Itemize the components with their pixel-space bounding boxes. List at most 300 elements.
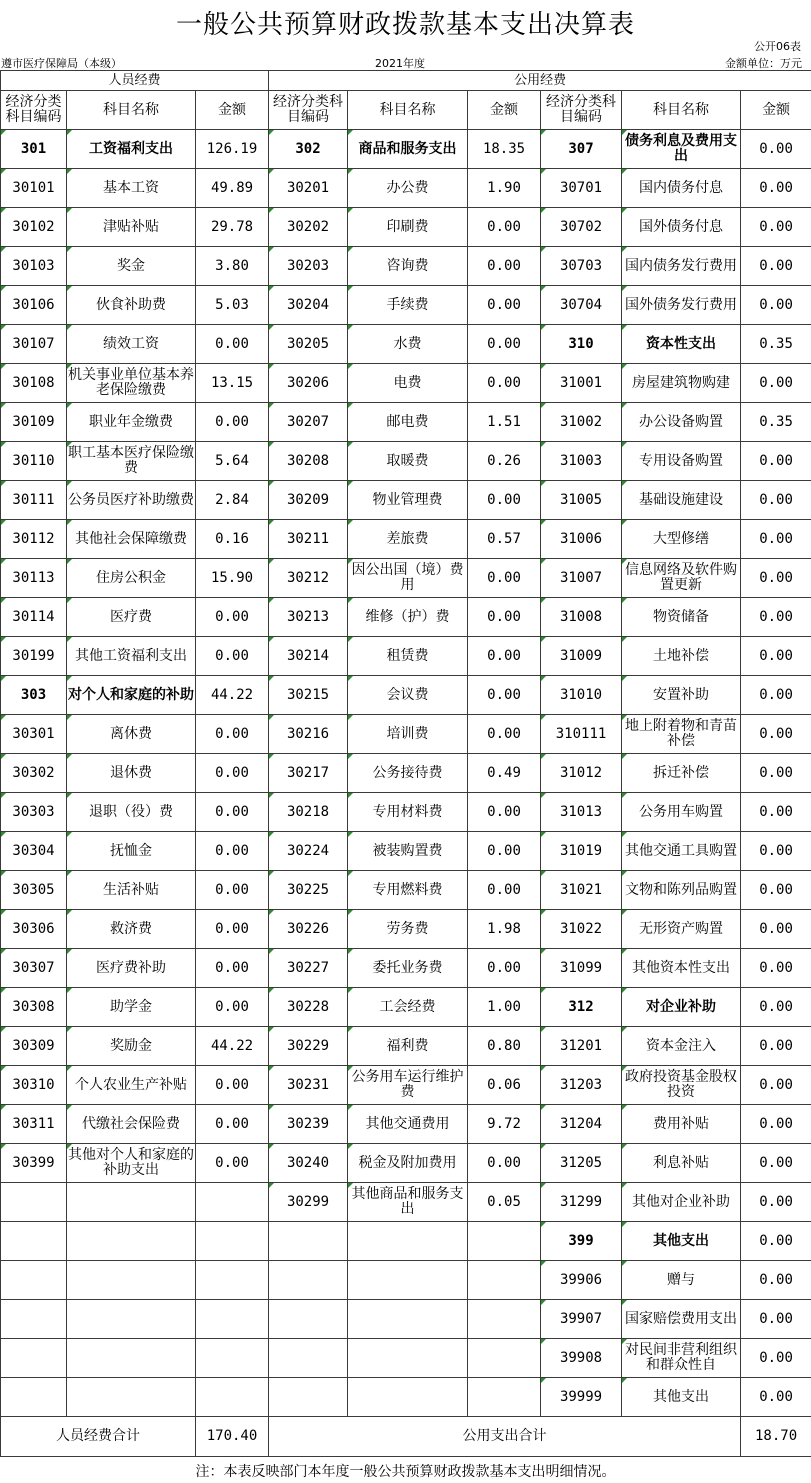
table-row: [1, 910, 811, 949]
item-amount: 0.00: [741, 1300, 811, 1339]
item-name: 公务接待费: [348, 754, 468, 793]
item-amount: 0.00: [196, 910, 269, 949]
item-amount: 0.00: [196, 715, 269, 754]
col-header-name: 科目名称: [348, 91, 468, 130]
item-code: 39908: [541, 1339, 622, 1378]
item-name: 电费: [348, 364, 468, 403]
item-name: 公务员医疗补助缴费: [67, 481, 196, 520]
item-amount: 0.00: [741, 286, 811, 325]
item-code: 31022: [541, 910, 622, 949]
item-code: [269, 1261, 348, 1300]
item-amount: 1.00: [468, 988, 541, 1027]
item-amount: 0.00: [196, 949, 269, 988]
table-row: [1, 403, 811, 442]
item-name: 代缴社会保险费: [67, 1105, 196, 1144]
item-code: 31019: [541, 832, 622, 871]
item-name: 国外债务付息: [622, 208, 741, 247]
table-row: [1, 1300, 811, 1339]
item-name: 离休费: [67, 715, 196, 754]
item-amount: 0.57: [468, 520, 541, 559]
item-code: 31205: [541, 1144, 622, 1183]
item-name: 工会经费: [348, 988, 468, 1027]
item-amount: 0.00: [468, 598, 541, 637]
item-amount: 0.35: [741, 403, 811, 442]
table-row: [1, 793, 811, 832]
item-amount: 0.00: [468, 208, 541, 247]
item-name: 无形资产购置: [622, 910, 741, 949]
expenditure-table: [0, 70, 811, 1457]
item-code: 31099: [541, 949, 622, 988]
item-code: 30214: [269, 637, 348, 676]
item-code: 30240: [269, 1144, 348, 1183]
item-name: 对个人和家庭的补助: [67, 676, 196, 715]
item-code: 302: [269, 130, 348, 169]
item-amount: 0.00: [741, 364, 811, 403]
totals-row: [1, 1417, 811, 1457]
table-row: [1, 481, 811, 520]
table-row: [1, 1027, 811, 1066]
item-code: 30107: [1, 325, 67, 364]
item-code: 30216: [269, 715, 348, 754]
table-row: [1, 754, 811, 793]
item-code: 30701: [541, 169, 622, 208]
table-row: [1, 442, 811, 481]
personnel-total-amount: 170.40: [196, 1417, 269, 1457]
item-name: 物资储备: [622, 598, 741, 637]
item-amount: 0.00: [741, 1144, 811, 1183]
item-name: 住房公积金: [67, 559, 196, 598]
item-amount: 0.06: [468, 1066, 541, 1105]
item-name: 医疗费: [67, 598, 196, 637]
item-code: 31007: [541, 559, 622, 598]
item-name: 赠与: [622, 1261, 741, 1300]
item-amount: 0.16: [196, 520, 269, 559]
item-name: 机关事业单位基本养老保险缴费: [67, 364, 196, 403]
item-code: 30109: [1, 403, 67, 442]
item-name: 委托业务费: [348, 949, 468, 988]
item-name: 取暖费: [348, 442, 468, 481]
item-code: 30229: [269, 1027, 348, 1066]
item-amount: [196, 1300, 269, 1339]
item-name: 资本性支出: [622, 325, 741, 364]
item-amount: 29.78: [196, 208, 269, 247]
col-header-amount: 金额: [468, 91, 541, 130]
table-row: [1, 988, 811, 1027]
public-total-amount: 18.70: [741, 1417, 811, 1457]
item-name: 咨询费: [348, 247, 468, 286]
item-name: 物业管理费: [348, 481, 468, 520]
report-meta: [0, 55, 811, 69]
item-code: 30199: [1, 637, 67, 676]
item-code: 31008: [541, 598, 622, 637]
item-name: 其他支出: [622, 1222, 741, 1261]
item-amount: 0.00: [741, 910, 811, 949]
item-code: 30113: [1, 559, 67, 598]
table-row: [1, 247, 811, 286]
item-amount: 0.00: [468, 871, 541, 910]
item-code: 399: [541, 1222, 622, 1261]
form-number: 公开06表: [754, 40, 801, 53]
item-code: [1, 1300, 67, 1339]
item-amount: 0.00: [741, 442, 811, 481]
item-name: 其他工资福利支出: [67, 637, 196, 676]
item-code: 30201: [269, 169, 348, 208]
item-name: 对企业补助: [622, 988, 741, 1027]
item-code: 30212: [269, 559, 348, 598]
col-header-name: 科目名称: [622, 91, 741, 130]
item-name: 租赁费: [348, 637, 468, 676]
item-code: 30310: [1, 1066, 67, 1105]
item-amount: [468, 1300, 541, 1339]
item-code: 30305: [1, 871, 67, 910]
table-body: [1, 130, 811, 1417]
item-amount: 0.00: [741, 676, 811, 715]
item-amount: 0.00: [741, 1339, 811, 1378]
item-code: 31021: [541, 871, 622, 910]
item-code: 31012: [541, 754, 622, 793]
item-name: 其他社会保障缴费: [67, 520, 196, 559]
item-name: 抚恤金: [67, 832, 196, 871]
item-amount: 0.00: [741, 208, 811, 247]
item-code: 30106: [1, 286, 67, 325]
item-code: 30703: [541, 247, 622, 286]
item-code: [1, 1378, 67, 1417]
personnel-total-label: 人员经费合计: [1, 1417, 196, 1457]
item-code: 30228: [269, 988, 348, 1027]
item-name: 专用材料费: [348, 793, 468, 832]
item-code: 31003: [541, 442, 622, 481]
table-row: [1, 286, 811, 325]
item-name: 商品和服务支出: [348, 130, 468, 169]
item-amount: 44.22: [196, 676, 269, 715]
item-amount: 126.19: [196, 130, 269, 169]
item-code: 30309: [1, 1027, 67, 1066]
item-name: 工资福利支出: [67, 130, 196, 169]
table-row: [1, 559, 811, 598]
item-name: 被装购置费: [348, 832, 468, 871]
item-amount: 49.89: [196, 169, 269, 208]
item-amount: [196, 1261, 269, 1300]
item-amount: 15.90: [196, 559, 269, 598]
item-name: 退职（役）费: [67, 793, 196, 832]
item-amount: 3.80: [196, 247, 269, 286]
col-header-amount: 金额: [196, 91, 269, 130]
item-amount: 0.00: [741, 1378, 811, 1417]
item-amount: 0.00: [468, 715, 541, 754]
item-name: [348, 1222, 468, 1261]
item-amount: 0.00: [468, 247, 541, 286]
table-row: [1, 637, 811, 676]
item-amount: [468, 1378, 541, 1417]
amount-unit: 金额单位：万元: [725, 57, 802, 69]
item-code: 30218: [269, 793, 348, 832]
item-amount: [468, 1222, 541, 1261]
organization-name: 遵市医疗保障局（本级）: [1, 57, 122, 69]
item-amount: 0.00: [468, 637, 541, 676]
item-amount: 0.49: [468, 754, 541, 793]
item-amount: 0.00: [468, 949, 541, 988]
item-code: 30203: [269, 247, 348, 286]
item-name: 专用燃料费: [348, 871, 468, 910]
item-amount: 0.00: [196, 1066, 269, 1105]
item-code: 30307: [1, 949, 67, 988]
item-amount: 9.72: [468, 1105, 541, 1144]
item-amount: 0.00: [741, 247, 811, 286]
item-code: 30110: [1, 442, 67, 481]
item-name: 资本金注入: [622, 1027, 741, 1066]
item-name: 职业年金缴费: [67, 403, 196, 442]
item-name: 安置补助: [622, 676, 741, 715]
page-title: 一般公共预算财政拨款基本支出决算表: [175, 10, 635, 40]
item-name: 地上附着物和青苗补偿: [622, 715, 741, 754]
item-code: 30213: [269, 598, 348, 637]
col-header-name: 科目名称: [67, 91, 196, 130]
item-amount: 0.00: [468, 364, 541, 403]
item-code: 30224: [269, 832, 348, 871]
item-name: 其他商品和服务支出: [348, 1183, 468, 1222]
item-amount: 0.00: [196, 1105, 269, 1144]
item-code: [269, 1339, 348, 1378]
item-code: 30208: [269, 442, 348, 481]
item-code: 31013: [541, 793, 622, 832]
item-name: [348, 1261, 468, 1300]
item-amount: 0.00: [468, 676, 541, 715]
item-amount: 0.00: [741, 1183, 811, 1222]
item-name: 税金及附加费用: [348, 1144, 468, 1183]
item-code: 39907: [541, 1300, 622, 1339]
item-code: 307: [541, 130, 622, 169]
item-amount: 1.51: [468, 403, 541, 442]
item-name: 因公出国（境）费用: [348, 559, 468, 598]
item-name: 信息网络及软件购置更新: [622, 559, 741, 598]
item-name: 职工基本医疗保险缴费: [67, 442, 196, 481]
item-name: 邮电费: [348, 403, 468, 442]
item-code: 30207: [269, 403, 348, 442]
item-name: 维修（护）费: [348, 598, 468, 637]
item-amount: 0.00: [741, 1105, 811, 1144]
table-row: [1, 1378, 811, 1417]
table-row: [1, 130, 811, 169]
item-amount: 0.00: [196, 598, 269, 637]
item-name: 印刷费: [348, 208, 468, 247]
item-name: 拆迁补偿: [622, 754, 741, 793]
item-code: 31001: [541, 364, 622, 403]
item-name: 公务用车运行维护费: [348, 1066, 468, 1105]
item-name: 退休费: [67, 754, 196, 793]
table-row: [1, 871, 811, 910]
item-name: 绩效工资: [67, 325, 196, 364]
item-amount: 0.00: [196, 403, 269, 442]
item-name: [67, 1261, 196, 1300]
item-code: 30299: [269, 1183, 348, 1222]
table-row: [1, 1066, 811, 1105]
item-code: 30239: [269, 1105, 348, 1144]
item-code: 30108: [1, 364, 67, 403]
item-code: [1, 1222, 67, 1261]
item-name: 利息补贴: [622, 1144, 741, 1183]
item-name: 助学金: [67, 988, 196, 1027]
item-code: [1, 1261, 67, 1300]
item-code: 30211: [269, 520, 348, 559]
footnote: 注：本表反映部门本年度一般公共预算财政拨款基本支出明细情况。: [195, 1464, 616, 1480]
item-amount: 1.98: [468, 910, 541, 949]
item-name: 公务用车购置: [622, 793, 741, 832]
item-name: [67, 1300, 196, 1339]
item-code: 31203: [541, 1066, 622, 1105]
item-code: 30111: [1, 481, 67, 520]
item-amount: 44.22: [196, 1027, 269, 1066]
item-amount: [468, 1339, 541, 1378]
item-code: 30306: [1, 910, 67, 949]
item-amount: [196, 1378, 269, 1417]
item-name: 手续费: [348, 286, 468, 325]
item-name: [67, 1183, 196, 1222]
item-amount: 0.00: [741, 559, 811, 598]
item-name: 国内债务发行费用: [622, 247, 741, 286]
item-amount: 0.00: [196, 325, 269, 364]
item-amount: 1.90: [468, 169, 541, 208]
item-name: 债务利息及费用支出: [622, 130, 741, 169]
item-amount: 0.00: [741, 130, 811, 169]
table-row: [1, 325, 811, 364]
item-name: 国外债务发行费用: [622, 286, 741, 325]
item-amount: [196, 1222, 269, 1261]
item-code: 31002: [541, 403, 622, 442]
table-row: [1, 520, 811, 559]
item-name: [348, 1378, 468, 1417]
item-name: [67, 1339, 196, 1378]
report-year: 2021年度: [375, 57, 425, 69]
item-code: 30209: [269, 481, 348, 520]
item-code: [269, 1300, 348, 1339]
item-amount: 0.00: [468, 325, 541, 364]
item-code: 30311: [1, 1105, 67, 1144]
item-code: 30112: [1, 520, 67, 559]
item-code: 312: [541, 988, 622, 1027]
item-amount: 0.26: [468, 442, 541, 481]
item-code: 30103: [1, 247, 67, 286]
item-name: 国家赔偿费用支出: [622, 1300, 741, 1339]
item-name: 基础设施建设: [622, 481, 741, 520]
item-amount: 0.00: [468, 832, 541, 871]
item-code: [1, 1339, 67, 1378]
item-name: 差旅费: [348, 520, 468, 559]
col-header-amount: 金额: [741, 91, 811, 130]
item-code: 30231: [269, 1066, 348, 1105]
item-code: 30704: [541, 286, 622, 325]
item-code: 30204: [269, 286, 348, 325]
item-name: 奖金: [67, 247, 196, 286]
item-code: [269, 1222, 348, 1261]
item-name: 其他交通费用: [348, 1105, 468, 1144]
item-amount: 0.00: [196, 754, 269, 793]
item-code: 30202: [269, 208, 348, 247]
item-amount: 0.05: [468, 1183, 541, 1222]
table-row: [1, 832, 811, 871]
item-amount: 0.00: [468, 793, 541, 832]
table-row: [1, 598, 811, 637]
item-name: 救济费: [67, 910, 196, 949]
item-code: [1, 1183, 67, 1222]
item-amount: 0.00: [196, 793, 269, 832]
item-code: 39906: [541, 1261, 622, 1300]
item-code: 30227: [269, 949, 348, 988]
table-row: [1, 364, 811, 403]
item-name: 奖励金: [67, 1027, 196, 1066]
item-amount: 0.00: [741, 1261, 811, 1300]
item-amount: 0.00: [468, 559, 541, 598]
item-name: 基本工资: [67, 169, 196, 208]
table-row: [1, 1144, 811, 1183]
item-name: 房屋建筑物购建: [622, 364, 741, 403]
item-code: 30217: [269, 754, 348, 793]
item-code: 31009: [541, 637, 622, 676]
item-name: 其他支出: [622, 1378, 741, 1417]
item-amount: 0.00: [741, 832, 811, 871]
item-code: 30702: [541, 208, 622, 247]
item-code: 30399: [1, 1144, 67, 1183]
item-amount: [468, 1261, 541, 1300]
table-row: [1, 169, 811, 208]
col-header-code: 经济分类科目编码: [269, 91, 348, 130]
item-name: 劳务费: [348, 910, 468, 949]
section-personnel-header: 人员经费: [1, 71, 269, 91]
item-name: 土地补偿: [622, 637, 741, 676]
item-amount: 0.00: [196, 871, 269, 910]
item-amount: 0.00: [741, 949, 811, 988]
item-code: 39999: [541, 1378, 622, 1417]
table-row: [1, 1222, 811, 1261]
item-code: 31201: [541, 1027, 622, 1066]
table-row: [1, 715, 811, 754]
item-code: 30225: [269, 871, 348, 910]
table-row: [1, 949, 811, 988]
item-amount: 0.00: [468, 286, 541, 325]
item-amount: 5.03: [196, 286, 269, 325]
item-amount: 18.35: [468, 130, 541, 169]
item-name: 津贴补贴: [67, 208, 196, 247]
item-name: 水费: [348, 325, 468, 364]
item-amount: 0.00: [196, 988, 269, 1027]
item-name: 生活补贴: [67, 871, 196, 910]
item-code: 30226: [269, 910, 348, 949]
item-code: 30301: [1, 715, 67, 754]
item-amount: 0.00: [741, 754, 811, 793]
item-code: 31010: [541, 676, 622, 715]
item-amount: 0.00: [741, 871, 811, 910]
item-amount: 0.00: [741, 1066, 811, 1105]
item-code: 30302: [1, 754, 67, 793]
item-name: [67, 1222, 196, 1261]
item-amount: 2.84: [196, 481, 269, 520]
item-amount: 0.00: [741, 1222, 811, 1261]
table-row: [1, 1183, 811, 1222]
item-amount: 0.00: [196, 832, 269, 871]
item-code: 31204: [541, 1105, 622, 1144]
item-code: 30114: [1, 598, 67, 637]
item-amount: 0.00: [741, 715, 811, 754]
item-amount: 0.35: [741, 325, 811, 364]
item-code: 30215: [269, 676, 348, 715]
item-code: 30101: [1, 169, 67, 208]
item-code: [269, 1378, 348, 1417]
item-name: 培训费: [348, 715, 468, 754]
table-row: [1, 676, 811, 715]
item-amount: 13.15: [196, 364, 269, 403]
table-row: [1, 1339, 811, 1378]
table-row: [1, 1105, 811, 1144]
item-name: 办公费: [348, 169, 468, 208]
